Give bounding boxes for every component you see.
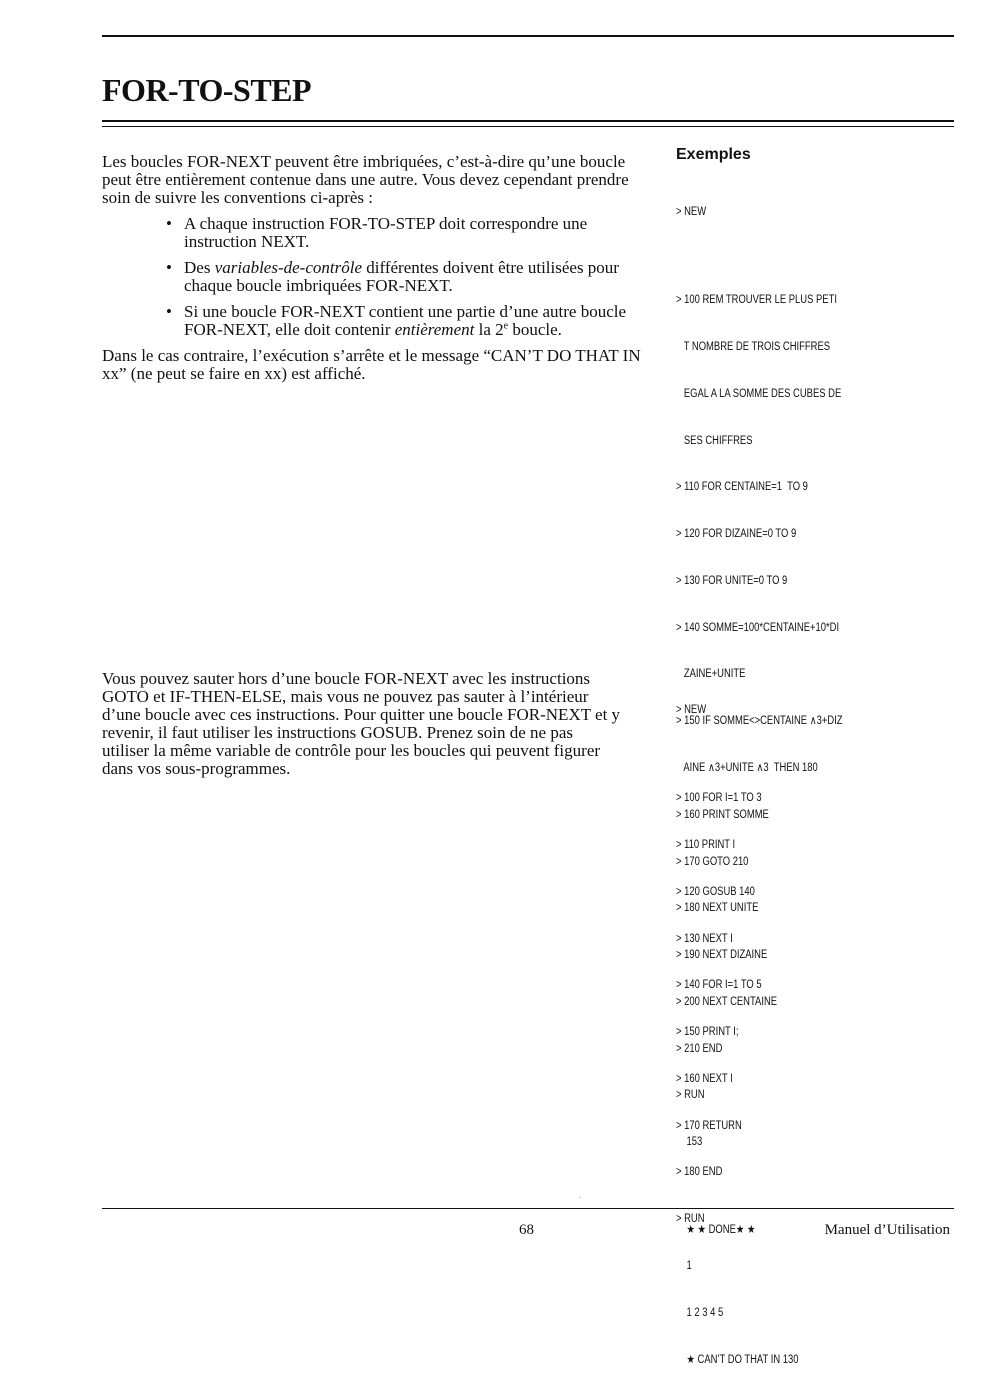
bullet-icon: •	[166, 258, 172, 277]
code-line: > NEW	[676, 206, 707, 219]
code-line: > 190 NEXT DIZAINE	[676, 949, 768, 962]
scan-speck	[580, 1197, 581, 1198]
list-item	[166, 303, 652, 339]
list-item-text: différentes doivent être utilisées pour chaque boucle imbriquées FOR-NEXT.	[184, 258, 619, 295]
list-item	[166, 259, 652, 295]
code-line: > 160 PRINT SOMME	[676, 808, 769, 821]
code-line: > 160 NEXT I	[676, 1072, 733, 1085]
code-line: > 210 END	[676, 1042, 723, 1055]
list-item-text: A chaque instruction FOR-TO-STEP doit correspondre une instruction NEXT.	[184, 214, 588, 251]
manual-title: Manuel d’Utilisation	[824, 1222, 950, 1238]
bullet-icon: •	[166, 214, 172, 233]
code-line: > 150 PRINT I;	[676, 1026, 739, 1039]
title-rule-lower	[102, 126, 954, 127]
list-item-text: Si une boucle FOR-NEXT contient une partie d’une autre boucle FOR-NEXT, elle doit contenir	[184, 302, 627, 339]
code-line: > 170 RETURN	[676, 1119, 742, 1132]
code-line: > 110 FOR CENTAINE=1 TO 9	[676, 481, 808, 494]
list-item-text: Des	[184, 258, 215, 277]
emphasis: entièrement	[394, 320, 475, 339]
list-item	[166, 215, 652, 251]
conventions-list	[102, 215, 652, 339]
intro-paragraph: Les boucles FOR-NEXT peuvent être imbriquées, c’est-à-dire qu’une boucle peut être entièrement contenue dans une autre. Vous devez cependant prendre soin de suivre les conventions ci-après :	[102, 152, 629, 207]
code-line: > 120 FOR DIZAINE=0 TO 9	[676, 528, 797, 541]
code-line: > RUN	[676, 1089, 705, 1102]
page-title: FOR-TO-STEP	[102, 72, 312, 108]
code-line: 153	[676, 1136, 703, 1149]
top-rule	[102, 35, 954, 37]
code-line: > 170 GOTO 210	[676, 855, 749, 868]
code-line: 1 2 3 4 5	[676, 1306, 724, 1319]
code-gap	[676, 252, 843, 262]
code-line: > 130 FOR UNITE=0 TO 9	[676, 574, 788, 587]
code-line: > 180 END	[676, 1166, 723, 1179]
code-line: > RUN	[676, 1213, 705, 1226]
code-line: T NOMBRE DE TROIS CHIFFRES	[676, 340, 831, 353]
code-line: 1	[676, 1259, 692, 1272]
code-line: ★ CAN’T DO THAT IN 130	[676, 1353, 799, 1366]
code-line: > 180 NEXT UNITE	[676, 902, 759, 915]
code-line: > 100 FOR I=1 TO 3	[676, 792, 762, 805]
closing-paragraph: Dans le cas contraire, l’exécution s’arrête et le message “CAN’T DO THAT IN xx” (ne peut se faire en xx) est affiché.	[102, 346, 641, 383]
title-rule-upper	[102, 120, 954, 122]
section2-text	[102, 670, 622, 786]
code-line: > 150 IF SOMME<>CENTAINE ∧3+DIZ	[676, 715, 843, 728]
code-gap	[676, 750, 799, 760]
bullet-icon: •	[166, 302, 172, 321]
superscript: e	[503, 320, 509, 332]
code-line: > 120 GOSUB 140	[676, 885, 755, 898]
page-number: 68	[519, 1222, 534, 1238]
code-line: ZAINE+UNITE	[676, 668, 746, 681]
emphasis: variables-de-contrôle	[214, 258, 362, 277]
code-line: > NEW	[676, 704, 707, 717]
footer-rule	[102, 1208, 954, 1209]
code-line: > 100 REM TROUVER LE PLUS PETI	[676, 294, 837, 307]
code-line: AINE ∧3+UNITE ∧3 THEN 180	[676, 761, 818, 774]
code-line: > 200 NEXT CENTAINE	[676, 995, 778, 1008]
code-line: > 140 SOMME=100*CENTAINE+10*DI	[676, 621, 840, 634]
code-line: > 110 PRINT I	[676, 838, 736, 851]
code-line: > 130 NEXT I	[676, 932, 733, 945]
code-line: ★ ★ DONE★ ★	[676, 1224, 756, 1237]
code-line: EGAL A LA SOMME DES CUBES DE	[676, 387, 842, 400]
examples-heading: Exemples	[676, 146, 751, 163]
code-line: SES CHIFFRES	[676, 434, 753, 447]
section1-text	[102, 153, 652, 391]
example2-code	[676, 672, 799, 1384]
code-line: > 140 FOR I=1 TO 5	[676, 979, 762, 992]
section2-paragraph: Vous pouvez sauter hors d’une boucle FOR-NEXT avec les instructions GOTO et IF-THEN-ELSE, mais vous ne pouvez pas sauter à l’intérieur d’une boucle avec ces instructions. Pour quitter une boucle FOR-NEXT et y revenir, il faut utiliser les instructions GOSUB. Prenez soin de ne pas utiliser la même variable de contrôle pour les boucles qui peuvent figurer dans vos sous-programmes.	[102, 669, 621, 778]
list-item-text: la 2	[474, 320, 504, 339]
list-item-text: boucle.	[508, 320, 562, 339]
